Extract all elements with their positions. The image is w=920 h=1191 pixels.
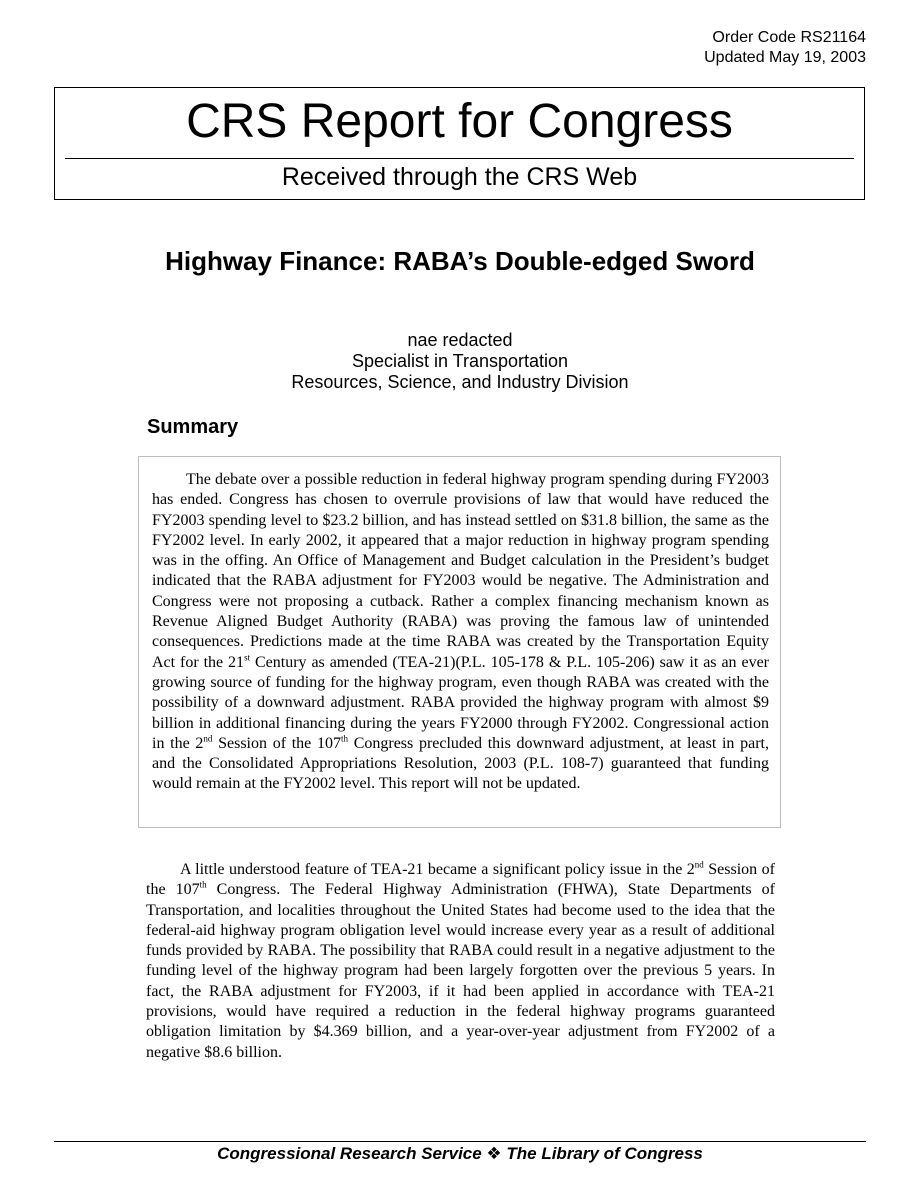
order-code-block	[704, 28, 866, 68]
summary-superscript: th	[340, 733, 348, 744]
body-text-part: Session of the 107	[146, 861, 775, 899]
footer-text: Congressional Research Service ❖ The Library of Congress	[217, 1144, 703, 1163]
summary-text-part: The debate over a possible reduction in federal highway program spending during FY2003 has ended. Congress has chosen to overrule provisions of law that would have reduced the FY2003 spending level to $23.2 billion, and has instead settled on $31.8 billion, the same as the FY2002 level. In early 2002, it appeared that a major reduction in highway program spending was in the offing. An Office of Management and Budget calculation in the President’s budget indicated that the RABA adjustment for FY2003 would be negative. The Administration and Congress were not proposing a cutback. Rather a complex financing mechanism known as Revenue Aligned Budget Authority (RABA) was proving the famous law of unintended consequences. Predictions made at the time RABA was created by the Transportation Equity Act for the 21	[152, 471, 769, 671]
summary-superscript: nd	[203, 733, 213, 744]
summary-paragraph	[152, 470, 769, 795]
body-superscript: nd	[694, 859, 704, 870]
footer-divider	[54, 1141, 866, 1142]
order-code: Order Code RS21164	[712, 29, 866, 46]
author-name: nae redacted	[407, 330, 513, 350]
banner-title: CRS Report for Congress	[186, 95, 733, 148]
summary-text-part: Congress precluded this downward adjustment, at least in part, and the Consolidated Appropriations Resolution, 2003 (P.L. 108-7) guaranteed that funding would remain at the FY2002 level. This report will not be updated.	[152, 734, 769, 793]
author-role: Specialist in Transportation	[351, 351, 569, 371]
summary-superscript: st	[244, 652, 251, 663]
body-paragraph	[146, 860, 775, 1063]
summary-heading: Summary	[147, 416, 239, 438]
summary-text-part: Session of the 107	[212, 734, 341, 752]
body-text-part: A little understood feature of TEA-21 became a significant policy issue in the 2	[180, 861, 695, 878]
summary-text-part: Century as amended (TEA-21)(P.L. 105-178 & P.L. 105-206) saw it as an ever growing source of funding for the highway program, even though RABA was created with the possibility of a downward adjustment. RABA provided the highway program with almost $9 billion in additional financing during the years FY2000 through FY2002. Congressional action in the 2	[152, 653, 769, 752]
banner-divider	[65, 158, 854, 159]
banner-subtitle: Received through the CRS Web	[281, 163, 638, 191]
crs-banner	[54, 87, 865, 200]
author-block	[150, 330, 770, 393]
body-text-part: Congress. The Federal Highway Administration (FHWA), State Departments of Transportation, and localities throughout the United States had become used to the idea that the federal-aid highway program obligation level would increase every year as a result of additional funds provided by RABA. The possibility that RABA could result in a negative adjustment to the funding level of the highway program had been largely forgotten over the previous 5 years. In fact, the RABA adjustment for FY2003, if it had been applied in accordance with TEA-21 provisions, would have required a reduction in the federal highway programs guaranteed obligation limitation by $4.369 billion, and a year-over-year adjustment from FY2002 of a negative $8.6 billion.	[146, 881, 775, 1061]
document-title: Highway Finance: RABA’s Double-edged Sword	[165, 246, 755, 276]
author-division: Resources, Science, and Industry Division	[291, 372, 629, 392]
updated-date: Updated May 19, 2003	[704, 49, 866, 66]
body-superscript: th	[199, 879, 207, 890]
summary-box	[138, 456, 781, 828]
